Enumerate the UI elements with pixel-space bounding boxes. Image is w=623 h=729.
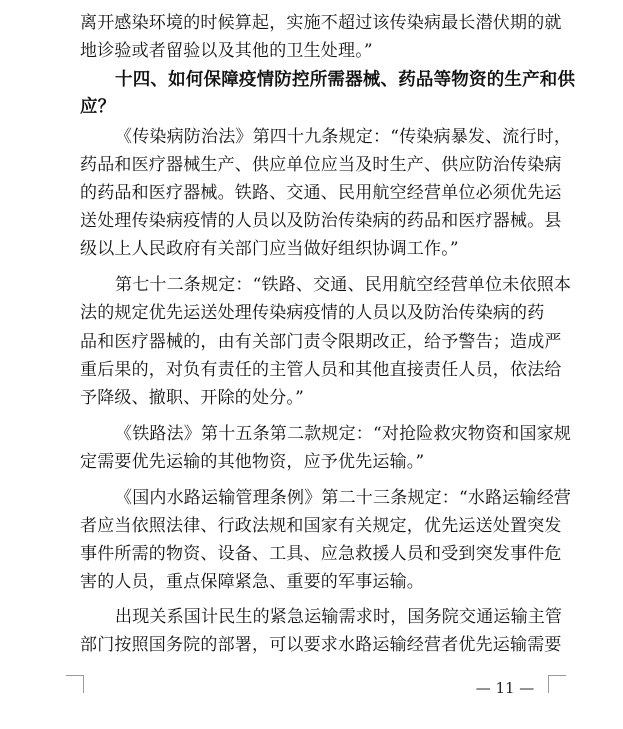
text-line: 予降级、撤职、开除的处分。” [80, 388, 304, 408]
text-line: 《传染病防治法》第四十九条规定：“传染病暴发、流行时， [115, 127, 572, 147]
text-line: 定需要优先运输的其他物资，应予优先运输。” [80, 452, 425, 472]
text-line: 《国内水路运输管理条例》第二十三条规定：“水路运输经营 [115, 488, 572, 508]
text-line: 品和医疗器械的，由有关部门责令限期改正，给予警告；造成严 [80, 332, 562, 352]
section-heading: 十四、如何保障疫情防控所需器械、药品等物资的生产和供 [115, 70, 576, 90]
text-line: 送处理传染病疫情的人员以及防治传染病的药品和医疗器械。县 [80, 211, 562, 231]
text-line: 级以上人民政府有关部门应当做好组织协调工作。” [80, 239, 459, 259]
text-line: 法的规定优先运送处理传染病疫情的人员以及防治传染病的药 [80, 303, 545, 323]
text-line: 地诊验或者留验以及其他的卫生处理。” [80, 41, 373, 61]
crop-mark-right [548, 675, 566, 693]
text-line: 药品和医疗器械生产、供应单位应当及时生产、供应防治传染病 [80, 155, 562, 175]
text-line: 部门按照国务院的部署，可以要求水路运输经营者优先运输需要 [80, 635, 562, 655]
text-line: 的药品和医疗器械。铁路、交通、民用航空经营单位必须优先运 [80, 183, 562, 203]
text-line: 害的人员，重点保障紧急、重要的军事运输。 [80, 572, 424, 592]
page-number: — 11 — [475, 679, 535, 697]
text-line: 重后果的，对负有责任的主管人员和其他直接责任人员，依法给 [80, 360, 562, 380]
text-line: 事件所需的物资、设备、工具、应急救援人员和受到突发事件危 [80, 544, 562, 564]
section-heading: 应？ [80, 97, 116, 117]
text-line: 者应当依照法律、行政法规和国家有关规定，优先运送处置突发 [80, 516, 562, 536]
text-line: 第七十二条规定：“铁路、交通、民用航空经营单位未依照本 [115, 275, 572, 295]
crop-mark-left [66, 675, 84, 693]
text-line: 出现关系国计民生的紧急运输需求时，国务院交通运输主管 [115, 607, 563, 627]
text-line: 离开感染环境的时候算起，实施不超过该传染病最长潜伏期的就 [80, 13, 562, 33]
text-line: 《铁路法》第十五条第二款规定：“对抢险救灾物资和国家规 [115, 424, 572, 444]
